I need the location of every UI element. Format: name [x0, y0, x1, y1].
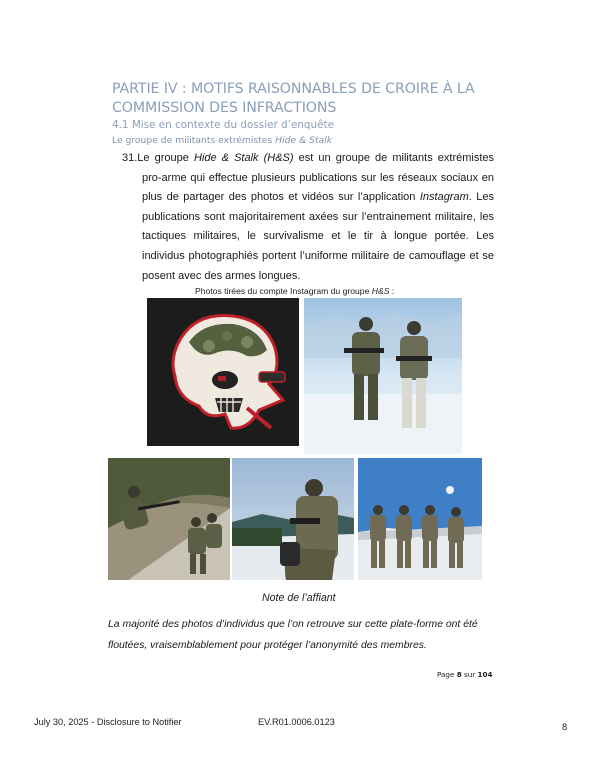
- paragraph-number: 31.: [122, 152, 138, 164]
- skull-logo-icon: [147, 298, 299, 446]
- footer-reference: EV.R01.0006.0123: [258, 717, 335, 727]
- affiant-note: Note de l’affiant: [262, 592, 336, 604]
- page-label-mid: sur: [461, 670, 478, 679]
- sub-subsection-heading-italic: Hide & Stalk: [275, 135, 333, 146]
- paragraph-group-name: Hide & Stalk (H&S): [193, 152, 294, 164]
- photo-caption-text: Photos tirées du compte Instagram du groupe: [195, 286, 372, 296]
- group-snow-photo: [358, 458, 482, 580]
- paragraph-text-3: . Les publications sont majoritairement axées sur l’entrainement militaire, les tactiques militaires, le survivalisme et le tir à longue portée. Les individus photographiés portent l’uniforme militaire de camouflage et se posent avec des armes longues.: [142, 191, 494, 282]
- logo-skull-helmet: [147, 298, 299, 446]
- footer-page: 8: [562, 722, 568, 732]
- page-label-prefix: Page: [437, 670, 457, 679]
- paragraph-31: [122, 149, 495, 286]
- page-current: 8: [456, 670, 462, 679]
- photo-caption-italic: H&S: [371, 286, 390, 296]
- soldiers-snow-image-icon: [304, 298, 462, 454]
- paragraph-text-2: est un groupe de militants extrémistes pro-arme qui effectue plusieurs publications sur les réseaux sociaux en plus de partager des photos et vidéos sur l’application: [142, 152, 495, 204]
- section-heading: PARTIE IV : MOTIFS RAISONNABLES DE CROIRE À LA COMMISSION DES INFRACTIONS: [112, 81, 475, 116]
- footer-disclosure: July 30, 2025 - Disclosure to Notifier: [34, 717, 182, 727]
- soldiers-slope-photo: [108, 458, 230, 580]
- sub-subsection-heading-text: Le groupe de militants extrémistes: [112, 135, 276, 146]
- page-number: [437, 670, 493, 679]
- subsection-heading: 4.1 Mise en contexte du dossier d’enquête: [112, 119, 334, 131]
- closing-paragraph: La majorité des photos d’individus que l’on retrouve sur cette plate-forme ont été floutées, vraisemblablement pour protéger l’anonymité des membres.: [108, 619, 478, 651]
- soldier-landscape-image-icon: [232, 458, 354, 580]
- soldier-landscape-photo: [232, 458, 354, 580]
- group-snow-image-icon: [358, 458, 482, 580]
- photo-caption-suffix: :: [389, 286, 395, 296]
- sub-subsection-heading: [112, 135, 332, 146]
- photo-caption: [195, 286, 435, 296]
- page-total: 104: [477, 670, 493, 679]
- paragraph-app-name: Instagram: [419, 191, 469, 204]
- soldiers-snow-photo: [304, 298, 462, 454]
- paragraph-text-1: Le groupe: [137, 152, 194, 164]
- soldiers-slope-image-icon: [108, 458, 230, 580]
